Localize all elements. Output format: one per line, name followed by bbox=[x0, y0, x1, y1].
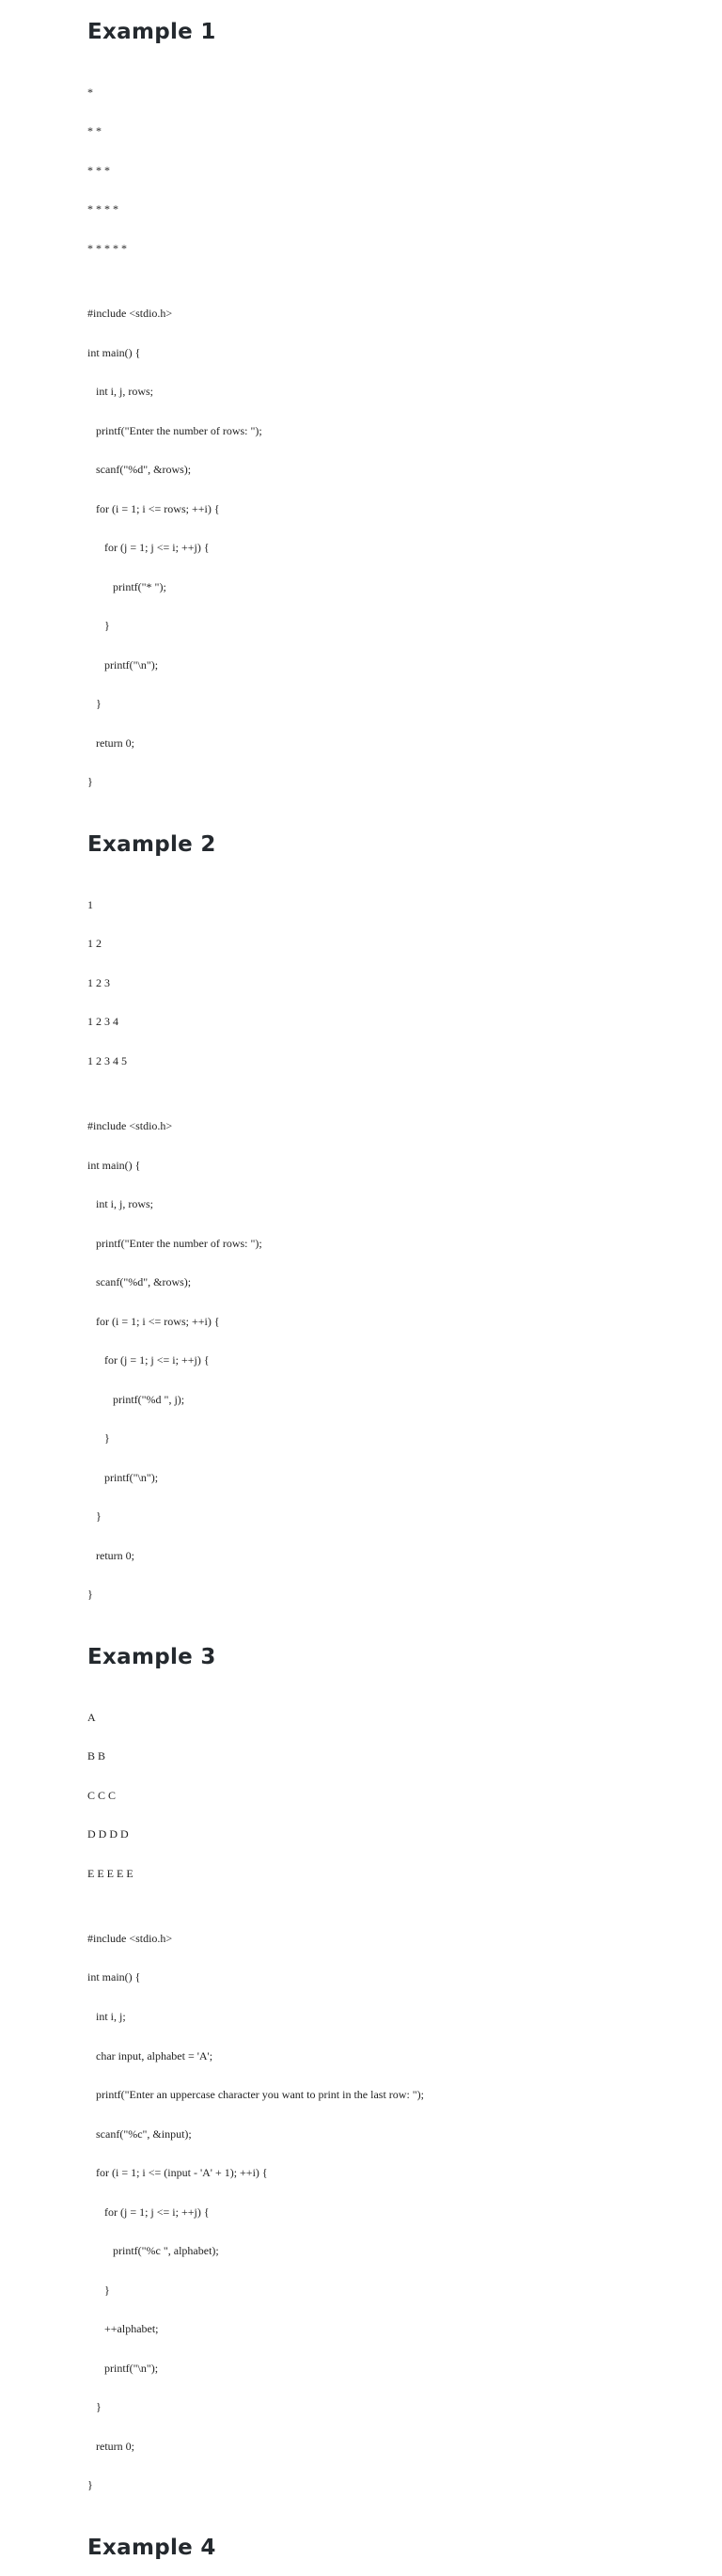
output-line: D D D D bbox=[87, 1827, 129, 1841]
code-line: #include <stdio.h> bbox=[87, 307, 173, 321]
code-line: } bbox=[87, 2283, 110, 2297]
code-line: printf("* "); bbox=[87, 579, 166, 593]
code-line: char input, alphabet = 'A'; bbox=[87, 2048, 213, 2062]
output-line: 1 bbox=[87, 897, 93, 911]
code-line: return 0; bbox=[87, 1548, 134, 1562]
output-line: * bbox=[87, 85, 93, 99]
output-line: B B bbox=[87, 1749, 106, 1763]
pattern-output bbox=[87, 60, 689, 281]
output-line: E E E E E bbox=[87, 1866, 133, 1880]
code-line: for (i = 1; i <= rows; ++i) { bbox=[87, 1314, 220, 1328]
code-block bbox=[87, 281, 689, 815]
section-heading: Example 1 bbox=[87, 20, 216, 44]
example-section bbox=[87, 17, 689, 815]
example-section bbox=[87, 2533, 689, 2563]
output-line: A bbox=[87, 1710, 96, 1724]
code-block bbox=[87, 1094, 689, 1628]
code-line: return 0; bbox=[87, 735, 134, 750]
code-line: printf("\n"); bbox=[87, 657, 159, 672]
code-line: } bbox=[87, 697, 102, 711]
output-line: * * * * bbox=[87, 202, 118, 216]
code-line: printf("%d ", j); bbox=[87, 1392, 185, 1406]
code-line: int i, j, rows; bbox=[87, 1197, 154, 1211]
output-line: 1 2 3 bbox=[87, 975, 110, 989]
code-line: int main() { bbox=[87, 345, 141, 359]
document-page bbox=[87, 17, 689, 2576]
code-line: for (i = 1; i <= rows; ++i) { bbox=[87, 501, 220, 515]
code-line: } bbox=[87, 775, 93, 789]
example-section bbox=[87, 830, 689, 1628]
output-line: 1 2 3 4 5 bbox=[87, 1053, 127, 1067]
example-section bbox=[87, 1642, 689, 2519]
output-line: * * * * * bbox=[87, 241, 127, 255]
code-line: } bbox=[87, 1431, 110, 1446]
code-line: } bbox=[87, 1509, 102, 1524]
output-line: 1 2 3 4 bbox=[87, 1015, 118, 1029]
code-line: printf("Enter the number of rows: "); bbox=[87, 423, 262, 437]
code-block bbox=[87, 1906, 689, 2519]
code-line: } bbox=[87, 2478, 93, 2492]
code-line: scanf("%d", &rows); bbox=[87, 463, 192, 477]
code-line: } bbox=[87, 619, 110, 633]
code-line: } bbox=[87, 2400, 102, 2414]
output-line: C C C bbox=[87, 1788, 117, 1802]
code-line: int i, j, rows; bbox=[87, 385, 154, 399]
code-line: int main() { bbox=[87, 1970, 141, 1984]
code-line: printf("\n"); bbox=[87, 2361, 159, 2375]
code-line: } bbox=[87, 1588, 93, 1602]
code-line: #include <stdio.h> bbox=[87, 1931, 173, 1945]
output-line: * * bbox=[87, 124, 102, 138]
code-line: return 0; bbox=[87, 2439, 134, 2453]
code-line: printf("Enter the number of rows: "); bbox=[87, 1236, 262, 1250]
code-line: ++alphabet; bbox=[87, 2322, 159, 2336]
pattern-output bbox=[87, 873, 689, 1094]
code-line: scanf("%d", &rows); bbox=[87, 1275, 192, 1289]
code-line: for (j = 1; j <= i; ++j) { bbox=[87, 1353, 210, 1367]
code-line: for (j = 1; j <= i; ++j) { bbox=[87, 2205, 210, 2219]
code-line: scanf("%c", &input); bbox=[87, 2126, 192, 2141]
code-line: for (j = 1; j <= i; ++j) { bbox=[87, 541, 210, 555]
code-line: printf("Enter an uppercase character you want to print in the last row: "); bbox=[87, 2088, 425, 2102]
section-heading: Example 2 bbox=[87, 831, 216, 857]
code-line: printf("%c ", alphabet); bbox=[87, 2244, 219, 2258]
code-line: printf("\n"); bbox=[87, 1470, 159, 1484]
section-heading: Example 3 bbox=[87, 1644, 216, 1669]
code-line: #include <stdio.h> bbox=[87, 1118, 173, 1132]
section-heading: Example 4 bbox=[87, 2535, 216, 2560]
output-line: * * * bbox=[87, 163, 110, 177]
code-line: int main() { bbox=[87, 1158, 141, 1172]
code-line: for (i = 1; i <= (input - 'A' + 1); ++i) { bbox=[87, 2166, 268, 2180]
code-line: int i, j; bbox=[87, 2009, 126, 2023]
pattern-output bbox=[87, 1685, 689, 1906]
output-line: 1 2 bbox=[87, 937, 102, 951]
